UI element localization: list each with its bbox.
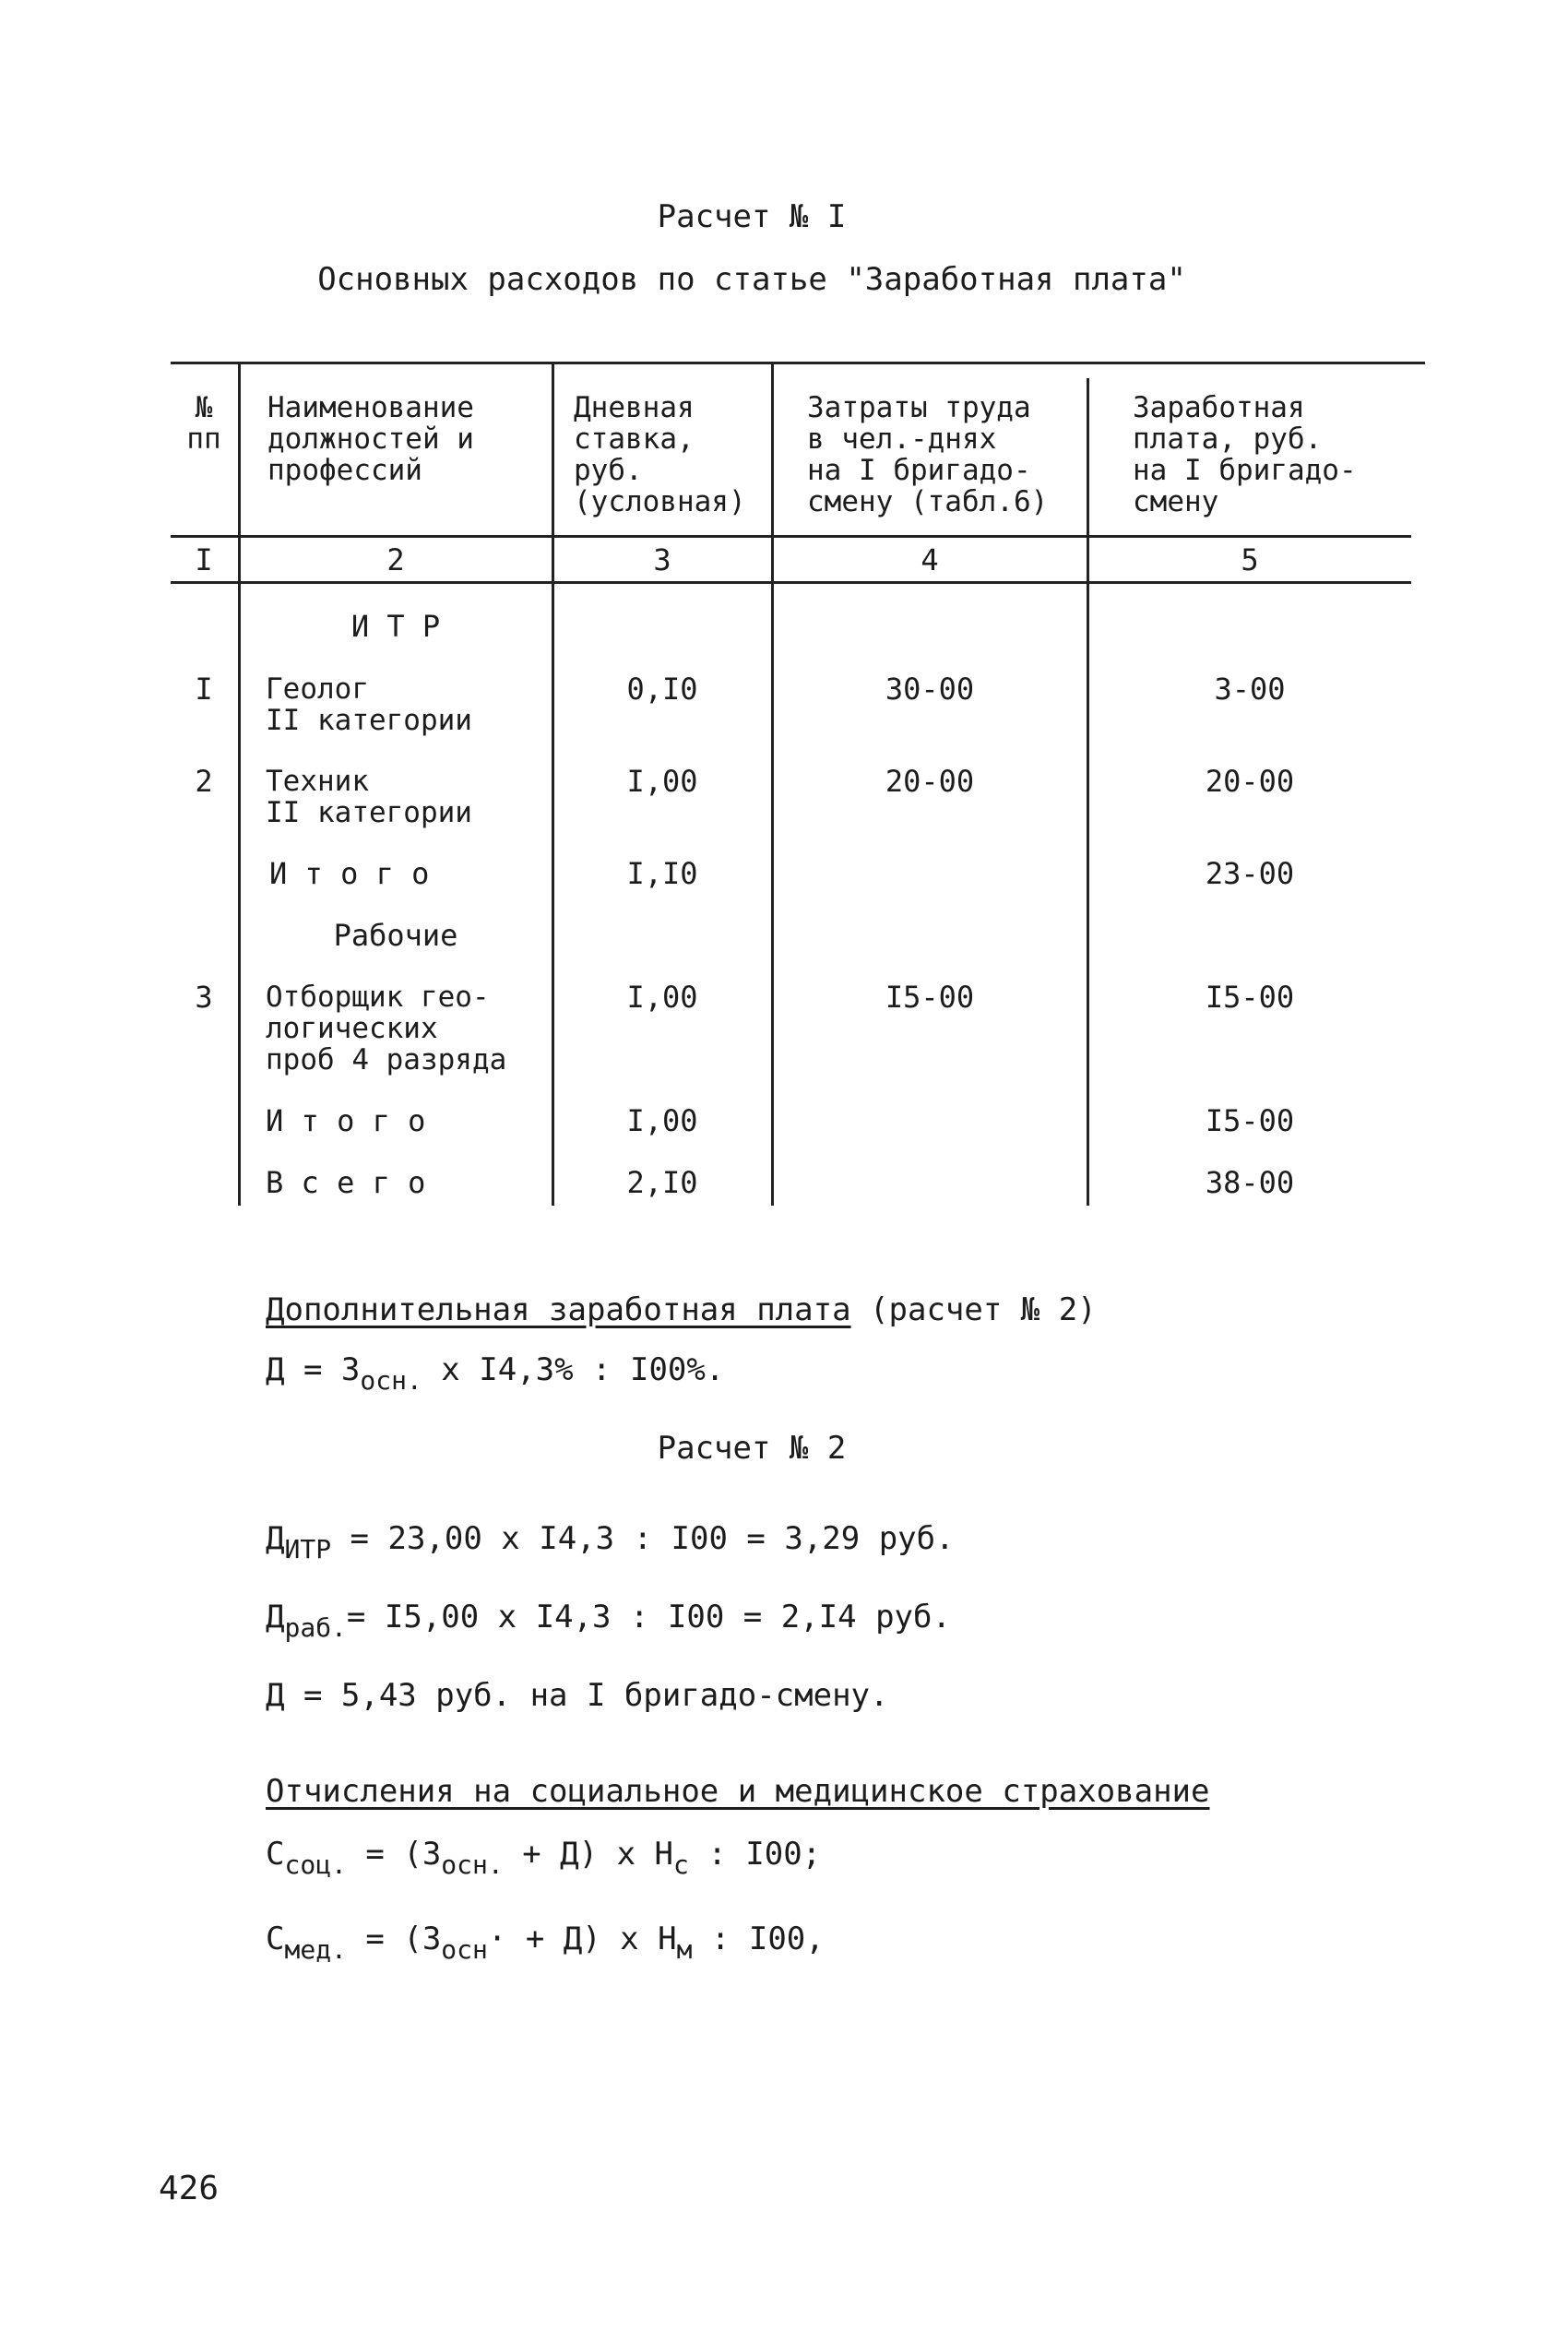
c-soc-sub2: осн.	[441, 1849, 504, 1880]
c-med-formula	[266, 1921, 825, 1965]
d-itr-base: Д	[266, 1520, 285, 1557]
d-itr-rhs: = 23,00 х I4,3 : I00 = 3,29 руб.	[350, 1520, 955, 1557]
formula-sub: осн.	[360, 1365, 422, 1396]
extra-wage-heading-line	[266, 1291, 1097, 1328]
row-2-num: 2	[195, 764, 213, 799]
row-3-name: Отборщик гео- логических проб 4 разряда	[266, 981, 507, 1076]
c-soc-sub: соц.	[284, 1849, 347, 1880]
c-med-mid: = (З	[365, 1921, 442, 1957]
calc-subtitle: Основных расходов по статье "Заработная плата"	[317, 261, 1186, 298]
c-med-sub3: м	[676, 1934, 693, 1965]
total-label: В с е г о	[266, 1165, 426, 1200]
row-1-num: I	[195, 672, 213, 707]
row-3-wage: I5-00	[1205, 980, 1295, 1015]
subtotal-workers-wage: I5-00	[1205, 1103, 1295, 1138]
row-1-rate: 0,I0	[626, 672, 698, 707]
section-workers: Рабочие	[333, 918, 458, 953]
subtotal-workers-rate: I,00	[626, 1103, 698, 1138]
table-vline-1	[238, 362, 241, 1206]
colnum-2: 2	[386, 542, 405, 577]
d-rab-formula	[266, 1599, 951, 1643]
row-2-rate: I,00	[626, 764, 698, 799]
c-med-sub: мед.	[284, 1934, 347, 1965]
d-rab-sub: раб.	[284, 1612, 347, 1643]
subtotal-workers-label: И т о г о	[266, 1103, 426, 1138]
subtotal-itr-label: И т о г о	[269, 856, 430, 891]
formula-rhs: х I4,3% : I00%.	[441, 1351, 725, 1388]
header-wage: Заработная плата, руб. на I бригадо- смену	[1133, 391, 1357, 518]
d-itr-sub: ИТР	[284, 1534, 332, 1564]
header-name: Наименование должностей и профессий	[267, 391, 474, 487]
extra-wage-formula	[266, 1351, 725, 1396]
colnum-5: 5	[1241, 542, 1259, 577]
table-colnum-rule	[171, 581, 1411, 584]
c-med-sub2: осн	[441, 1934, 488, 1965]
colnum-3: 3	[653, 542, 671, 577]
header-labor: Затраты труда в чел.-днях на I бригадо- смену (табл.6)	[807, 391, 1049, 518]
table-top-rule	[171, 362, 1425, 364]
section-itr: И Т Р	[350, 609, 441, 644]
c-soc-end: : I00;	[707, 1836, 822, 1873]
d-rab-rhs: = I5,00 х I4,3 : I00 = 2,I4 руб.	[346, 1599, 951, 1635]
c-soc-mid2: + Д) х Н	[522, 1836, 673, 1873]
total-rate: 2,I0	[626, 1165, 698, 1200]
c-soc-formula	[266, 1836, 822, 1880]
row-3-rate: I,00	[626, 980, 698, 1015]
subtotal-itr-wage: 23-00	[1205, 856, 1295, 891]
extra-wage-ref: (расчет № 2)	[870, 1291, 1097, 1328]
row-2-name: Техник II категории	[266, 765, 472, 829]
row-3-num: 3	[195, 980, 213, 1015]
d-itr-formula	[266, 1520, 955, 1564]
insurance-heading: Отчисления на социальное и медицинское страхование	[266, 1773, 1210, 1810]
c-soc-sub3: с	[672, 1849, 689, 1880]
d-total: Д = 5,43 руб. на I бригадо-смену.	[266, 1677, 889, 1714]
extra-wage-heading: Дополнительная заработная плата	[266, 1291, 851, 1328]
d-rab-base: Д	[266, 1599, 285, 1635]
formula-lhs: Д = З	[266, 1351, 361, 1388]
row-3-labor: I5-00	[885, 980, 975, 1015]
c-soc-base: С	[266, 1836, 285, 1873]
row-2-labor: 20-00	[885, 764, 975, 799]
colnum-1: I	[195, 542, 213, 577]
page-number: 426	[159, 2170, 220, 2207]
c-med-mid2: · + Д) х Н	[487, 1921, 677, 1957]
row-1-wage: 3-00	[1214, 672, 1286, 707]
row-1-name: Геолог II категории	[266, 672, 472, 737]
row-1-labor: 30-00	[885, 672, 975, 707]
colnum-4: 4	[921, 542, 939, 577]
row-2-wage: 20-00	[1205, 764, 1295, 799]
calc2-title: Расчет № 2	[657, 1430, 847, 1467]
calc-title: Расчет № I	[657, 198, 847, 235]
c-med-end: : I00,	[710, 1921, 825, 1957]
c-soc-mid: = (З	[365, 1836, 442, 1873]
subtotal-itr-rate: I,I0	[626, 856, 698, 891]
header-rate: Дневная ставка, руб. (условная)	[574, 391, 746, 518]
header-num: № пп	[186, 391, 221, 456]
table-header-rule	[171, 535, 1411, 538]
total-wage: 38-00	[1205, 1165, 1295, 1200]
c-med-base: С	[266, 1921, 285, 1957]
